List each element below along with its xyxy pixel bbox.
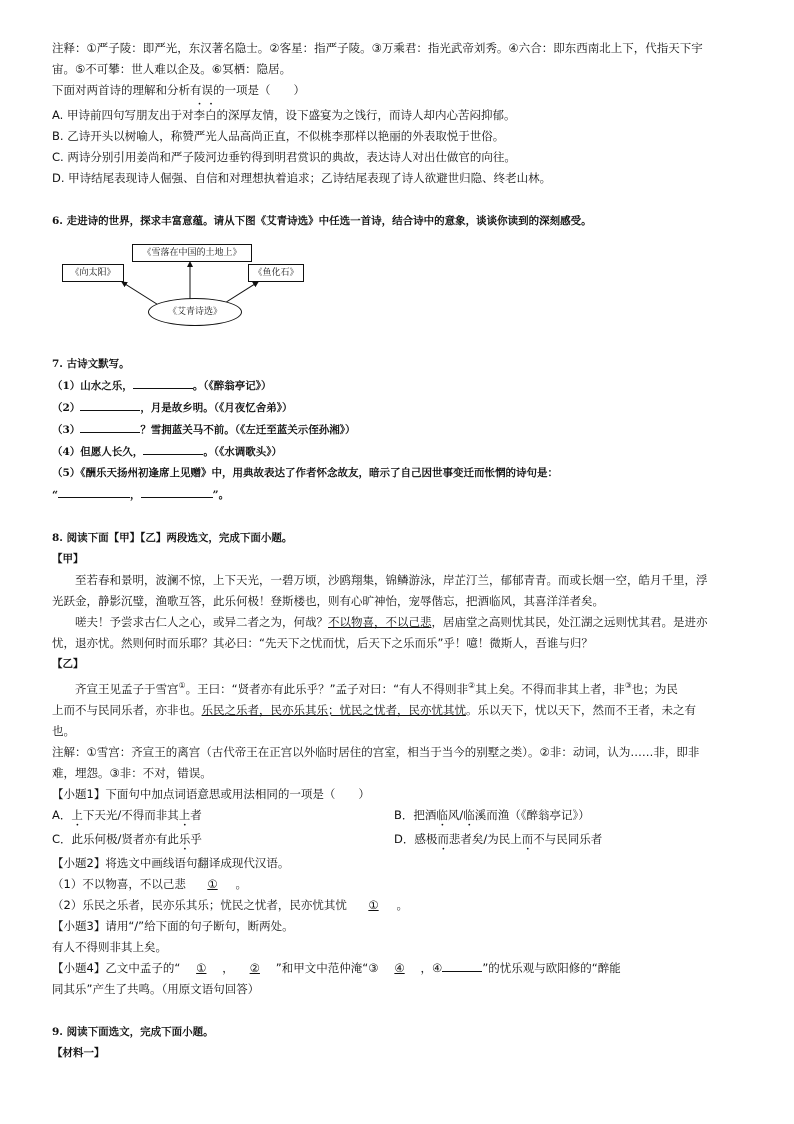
answer-blank[interactable] (143, 441, 203, 455)
q7-item-5: （5）《酬乐天扬州初逢席上见赠》中，用典故表达了作者怀念故友，暗示了自己因世事变迁而怅惘的诗句是： (52, 467, 559, 479)
q8-subq4-line2: 同其乐”产生了共鸣。（用原文语句回答） (52, 981, 260, 996)
answer-blank[interactable] (58, 484, 130, 498)
q8-yi-label: 【乙】 (52, 658, 84, 670)
q8-subq2-item2: （2）乐民之乐者，民亦乐其乐；忧民之忧者，民亦忧其忧 ① 。 (52, 895, 752, 916)
q5-option-c: C. 两诗分别引用姜尚和严子陵河边垂钓得到明君赏识的典故，表达诗人对出仕做官的向往。 (52, 150, 516, 164)
answer-blank[interactable]: ④ (394, 960, 405, 975)
q8-subq2-stem: 【小题2】将选文中画线语句翻译成现代汉语。 (52, 855, 290, 870)
q8-subq1-option-d: D．感极而悲者矣/为民上而不与民同乐者 (394, 831, 603, 846)
q8-subq1-option-a: A．上下天光/不得而非其上者 (52, 807, 202, 822)
underlined-sentence: 不以物喜，不以己悲 (328, 615, 432, 629)
q5-option-d: D. 甲诗结尾表现诗人倔强、自信和对理想执着追求；乙诗结尾表现了诗人欲避世归隐、终老山林。 (52, 171, 552, 185)
q7-item-2: （2） ，月是故乡明。（《月夜忆舍弟》） (52, 397, 752, 419)
q8-subq2-item1: （1）不以物喜，不以己悲 ① 。 (52, 874, 752, 895)
answer-blank[interactable] (80, 397, 140, 411)
q8-subq3-stem: 【小题3】请用“/”给下面的句子断句，断两处。 (52, 918, 294, 933)
answer-blank[interactable]: ① (368, 897, 379, 912)
q5-stem: 下面对两首诗的理解和分析有误的一项是（ ） (52, 83, 305, 97)
q8-jia-para2-line2: 忧，退亦忧。然则何时而乐耶？其必曰：“先天下之忧而忧，后天下之乐而乐”乎！噫！微斯人，吾谁与归？ (52, 636, 593, 650)
poem-notes-line-1: 注释：①严子陵：即严光，东汉著名隐士。②客星：指严子陵。③万乘君：指光武帝刘秀。④六合：即东西南北上下，代指天下宇 (52, 41, 703, 55)
q7-item-4: （4）但愿人长久， 。（《水调歌头》） (52, 441, 752, 463)
node-top: 《雪落在中国的土地上》 (132, 244, 252, 262)
node-center: 《艾青诗选》 (148, 298, 242, 326)
q8-jia-para1-line2: 光跃金，静影沉璧，渔歌互答，此乐何极！登斯楼也，则有心旷神怡，宠辱偕忘，把酒临风，其喜洋洋者矣。 (52, 594, 604, 608)
answer-blank[interactable] (141, 484, 213, 498)
q8-stem: 8. 阅读下面【甲】【乙】两段选文，完成下面小题。 (52, 532, 293, 544)
q7-item-1: （1）山水之乐， 。（《醉翁亭记》） (52, 375, 752, 397)
q9-stem: 9. 阅读下面选文，完成下面小题。 (52, 1025, 214, 1038)
q8-jia-para1-line1: 至若春和景明，波澜不惊，上下天光，一碧万顷，沙鸥翔集，锦鳞游泳，岸芷汀兰，郁郁青青。而或长烟一空，皓月千里，浮 (75, 573, 708, 587)
answer-blank[interactable]: ① (207, 876, 218, 891)
answer-blank[interactable]: ① (196, 960, 207, 975)
q8-subq1-stem: 【小题1】下面句中加点词语意思或用法相同的一项是（ ） (52, 786, 370, 801)
answer-blank[interactable] (80, 419, 140, 433)
answer-blank[interactable] (133, 375, 193, 389)
q8-yi-para-line3: 也。 (52, 723, 75, 738)
q7-item-5-answer: “ ， ”。 (52, 484, 752, 506)
q8-yi-note-line1: 注解：①雪宫：齐宣王的离宫（古代帝王在正宫以外临时居住的宫室，相当于当今的别墅之类）。②非：动词，认为……非，即非 (52, 744, 700, 759)
dotted-word: 李白 (193, 108, 217, 122)
q8-yi-note-line2: 难，埋怨。③非：不对，错误。 (52, 765, 212, 780)
q8-subq1-option-c: C．此乐何极/贤者亦有此乐乎 (52, 831, 202, 846)
q6-stem: 6. 走进诗的世界，探求丰富意蕴。请从下图《艾青诗选》中任选一首诗，结合诗中的意象，谈谈你读到的深刻感受。 (52, 215, 592, 227)
q8-subq4-line1: 【小题4】乙文中孟子的“ ① ， ② ”和甲文中范仲淹“③ ④ ，④ ”的忧乐观与欧阳修的“醉能 (52, 958, 752, 979)
arrow-to-left (122, 282, 160, 306)
exam-page (52, 38, 752, 1064)
node-right: 《鱼化石》 (248, 264, 304, 282)
q8-jia-label: 【甲】 (52, 553, 84, 565)
q5-option-b: B. 乙诗开头以树喻人，称赞严光人品高尚正直，不似桃李那样以艳丽的外表取悦于世俗。 (52, 129, 505, 143)
poetry-diagram (60, 240, 320, 328)
q8-subq3-text: 有人不得则非其上矣。 (52, 939, 167, 954)
q9-material-label: 【材料一】 (52, 1046, 105, 1059)
q8-subq1-options-row2 (52, 829, 752, 853)
q5-option-a: A. 甲诗前四句写朋友出于对李白的深厚友情，设下盛宴为之饯行，而诗人却内心苦闷抑郁。 (52, 108, 516, 122)
q8-jia-para2-line1: 嗟夫！予尝求古仁人之心，或异二者之为，何哉？不以物喜，不以己悲，居庙堂之高则忧其民，处江湖之远则忧其君。是进亦 (75, 615, 708, 629)
node-left: 《向太阳》 (62, 264, 124, 282)
q7-stem: 7. 古诗文默写。 (52, 358, 130, 370)
q7-item-3: （3） ？雪拥蓝关马不前。（《左迁至蓝关示侄孙湘》） (52, 419, 752, 441)
q8-yi-para-line2: 上而不与民同乐者，亦非也。乐民之乐者，民亦乐其乐；忧民之忧者，民亦忧其忧。乐以天下，忧以天下，然而不王者，未之有 (52, 702, 696, 717)
poem-notes-line-2: 宙。⑤不可攀：世人难以企及。⑥冥栖：隐居。 (52, 62, 292, 76)
q8-subq1-option-b: B．把酒临风/临溪而渔（《醉翁亭记》） (394, 807, 590, 822)
underlined-sentence: 乐民之乐者，民亦乐其乐；忧民之忧者，民亦忧其忧 (201, 702, 466, 717)
answer-blank[interactable] (442, 958, 482, 972)
q8-yi-para-line1: 齐宣王见孟子于雪宫①。王曰：“贤者亦有此乐乎？”孟子对曰：“有人不得则非②其上矣。不得而非其上者，非③也；为民 (75, 681, 678, 696)
q8-subq1-options-row1 (52, 805, 752, 829)
answer-blank[interactable]: ② (249, 960, 260, 975)
